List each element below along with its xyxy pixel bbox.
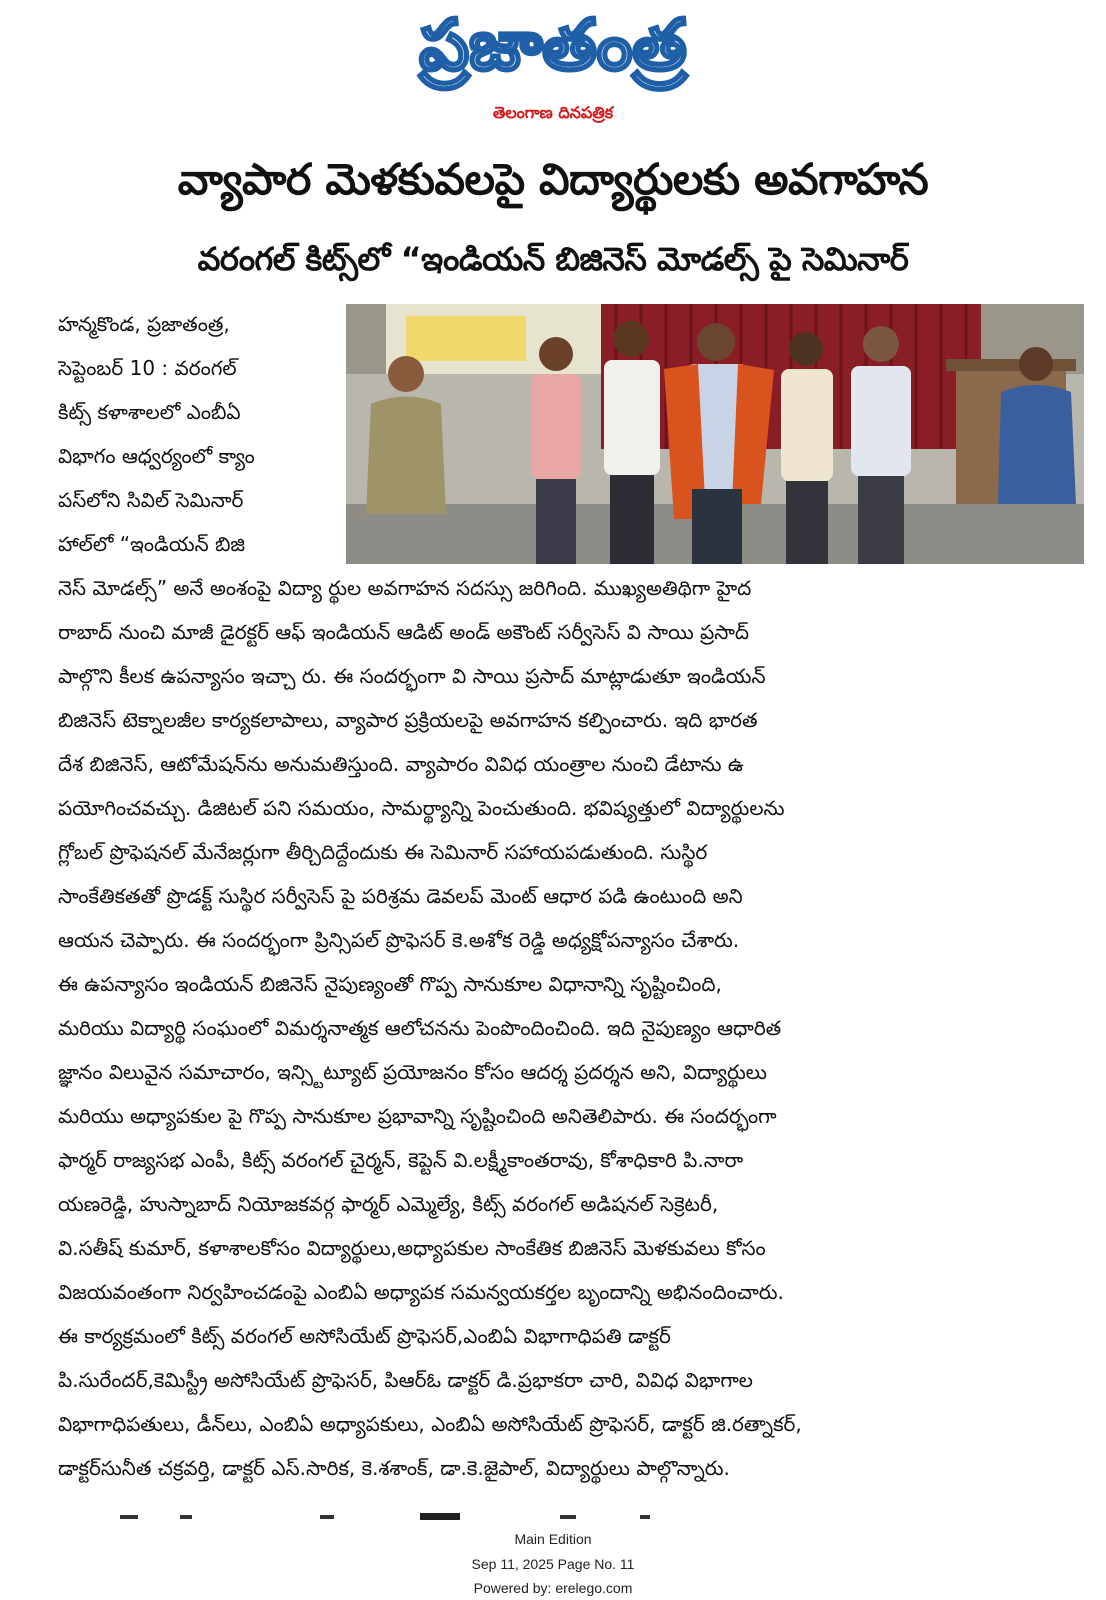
powered-by-link[interactable]: Powered by: erelego.com: [473, 1580, 633, 1596]
masthead: [0, 4, 1106, 86]
lead-line: సెప్టెంబర్ 10 : వరంగల్: [58, 356, 237, 380]
body-line: బిజినెస్ టెక్నాలజీల కార్యకలాపాలు, వ్యాపార ప్రక్రియలపై అవగాహన కల్పించారు. ఇది భారత: [58, 708, 758, 732]
body-line: గ్లోబల్ ప్రొఫెషనల్ మేనేజర్లుగా తీర్చిదిద్దేందుకు ఈ సెమినార్ సహాయపడుతుంది. సుస్థిర: [58, 840, 708, 864]
body-line: విభాగాధిపతులు, డీన్‌లు, ఎంబిఏ అధ్యాపకులు, ఎంబిఏ అసోసియేట్ ప్రొఫెసర్, డాక్టర్ జి.రత్నాకర్,: [58, 1412, 802, 1436]
lead-line: పస్‌లోని సివిల్ సెమినార్: [58, 488, 244, 512]
newspaper-tagline: తెలంగాణ దినపత్రిక: [492, 103, 614, 122]
body-line: పి.సురేందర్,కెమిస్ట్రీ అసోసియేట్ ప్రొఫెసర్, పిఆర్ఓ డాక్టర్ డి.ప్రభాకరా చారి, వివిధ విభాగాల: [58, 1368, 753, 1392]
clipping-edge: [120, 1512, 660, 1522]
body-line: పాల్గొని కీలక ఉపన్యాసం ఇచ్చా రు. ఈ సందర్భంగా వి సాయి ప్రసాద్ మాట్లాడుతూ ఇండియన్: [58, 664, 766, 688]
body-line: మరియు అధ్యాపకుల పై గొప్ప సానుకూల ప్రభావాన్ని సృష్టించింది అనితెలిపారు. ఈ సందర్భంగా: [58, 1104, 777, 1128]
event-photo: [346, 304, 1084, 564]
body-line: నెస్ మోడల్స్” అనే అంశంపై విద్యా ర్థుల అవగాహన సదస్సు జరిగింది. ముఖ్యఅతిథిగా హైద: [58, 576, 752, 600]
lead-line: హాల్‌లో “ఇండియన్ బిజి: [58, 532, 246, 556]
body-line: ఫార్మర్ రాజ్యసభ ఎంపీ, కిట్స్ వరంగల్ చైర్మన్, కెప్టెన్ వి.లక్ష్మీకాంతరావు, కోశాధికారి పి.నారా: [58, 1148, 744, 1172]
newspaper-logo: ప్రజాతంత్ర: [419, 4, 687, 86]
body-line: పయోగించవచ్చు. డిజిటల్ పని సమయం, సామర్థ్యాన్ని పెంచుతుంది. భవిష్యత్తులో విద్యార్థులను: [58, 796, 785, 820]
body-line: ఈ కార్యక్రమంలో కిట్స్ వరంగల్ అసోసియేట్ ప్రొఫెసర్,ఎంబిఏ విభాగాధిపతి డాక్టర్: [58, 1324, 671, 1348]
body-line: వి.సతీష్ కుమార్, కళాశాలకోసం విద్యార్థులు,అధ్యాపకుల సాంకేతిక బిజినెస్ మెళకువలు కోసం: [58, 1236, 766, 1260]
date-page-label: Sep 11, 2025 Page No. 11: [471, 1556, 635, 1572]
lead-line: విభాగం ఆధ్వర్యంలో క్యాం: [58, 444, 255, 468]
body-line: జ్ఞానం విలువైన సమాచారం, ఇన్స్టిట్యూట్ ప్రయోజనం కోసం ఆదర్శ ప్రదర్శన అని, విద్యార్థులు: [58, 1060, 767, 1084]
body-line: డాక్టర్‌సునీత చక్రవర్తి, డాక్టర్ ఎస్.సారిక, కె.శశాంక్, డా.కె.జైపాల్, విద్యార్థులు పాల్గొన్నారు.: [58, 1456, 730, 1480]
body-line: ఈ ఉపన్యాసం ఇండియన్ బిజినెస్ నైపుణ్యంతో గొప్ప సానుకూల విధానాన్ని సృష్టించింది,: [58, 972, 722, 996]
edition-label: Main Edition: [514, 1531, 592, 1547]
article-headline: వ్యాపార మెళకువలపై విద్యార్థులకు అవగాహన: [177, 155, 929, 205]
article-subheadline: వరంగల్ కిట్స్‌లో “ఇండియన్ బిజినెస్ మోడల్స్ పై సెమినార్: [197, 240, 909, 278]
body-line: ఆయన చెప్పారు. ఈ సందర్భంగా ప్రిన్సిపల్ ప్రొఫెసర్ కె.అశోక రెడ్డి అధ్యక్షోపన్యాసం చేశారు.: [58, 928, 740, 952]
body-line: దేశ బిజినెస్, ఆటోమేషన్‌ను అనుమతిస్తుంది. వ్యాపారం వివిధ యంత్రాల నుంచి డేటాను ఉ: [58, 752, 744, 776]
lead-line: హన్మకొండ, ప్రజాతంత్ర,: [58, 312, 230, 336]
body-line: విజయవంతంగా నిర్వహించడంపై ఎంబిఏ అధ్యాపక సమన్వయకర్తల బృందాన్ని అభినందించారు.: [58, 1280, 784, 1304]
lead-line: కిట్స్ కళాశాలలో ఎంబీఏ: [58, 400, 241, 424]
body-line: సాంకేతికతతో ప్రొడక్ట్ సుస్థిర సర్వీసెస్ పై పరిశ్రమ డెవలప్ మెంట్ ఆధార పడి ఉంటుంది అని: [58, 884, 743, 908]
body-line: మరియు విద్యార్థి సంఘంలో విమర్శనాత్మక ఆలోచనను పెంపొందించింది. ఇది నైపుణ్యం ఆధారిత: [58, 1016, 782, 1040]
body-line: యణరెడ్డి, హుస్నాబాద్ నియోజకవర్గ ఫార్మర్ ఎమ్మెల్యే, కిట్స్ వరంగల్ అడిషనల్ సెక్రెటరీ,: [58, 1192, 719, 1216]
body-line: రాబాద్ నుంచి మాజీ డైరక్టర్ ఆఫ్ ఇండియన్ ఆడిట్ అండ్ అకౌంట్ సర్వీసెస్ వి సాయి ప్రసాద్: [58, 620, 750, 644]
